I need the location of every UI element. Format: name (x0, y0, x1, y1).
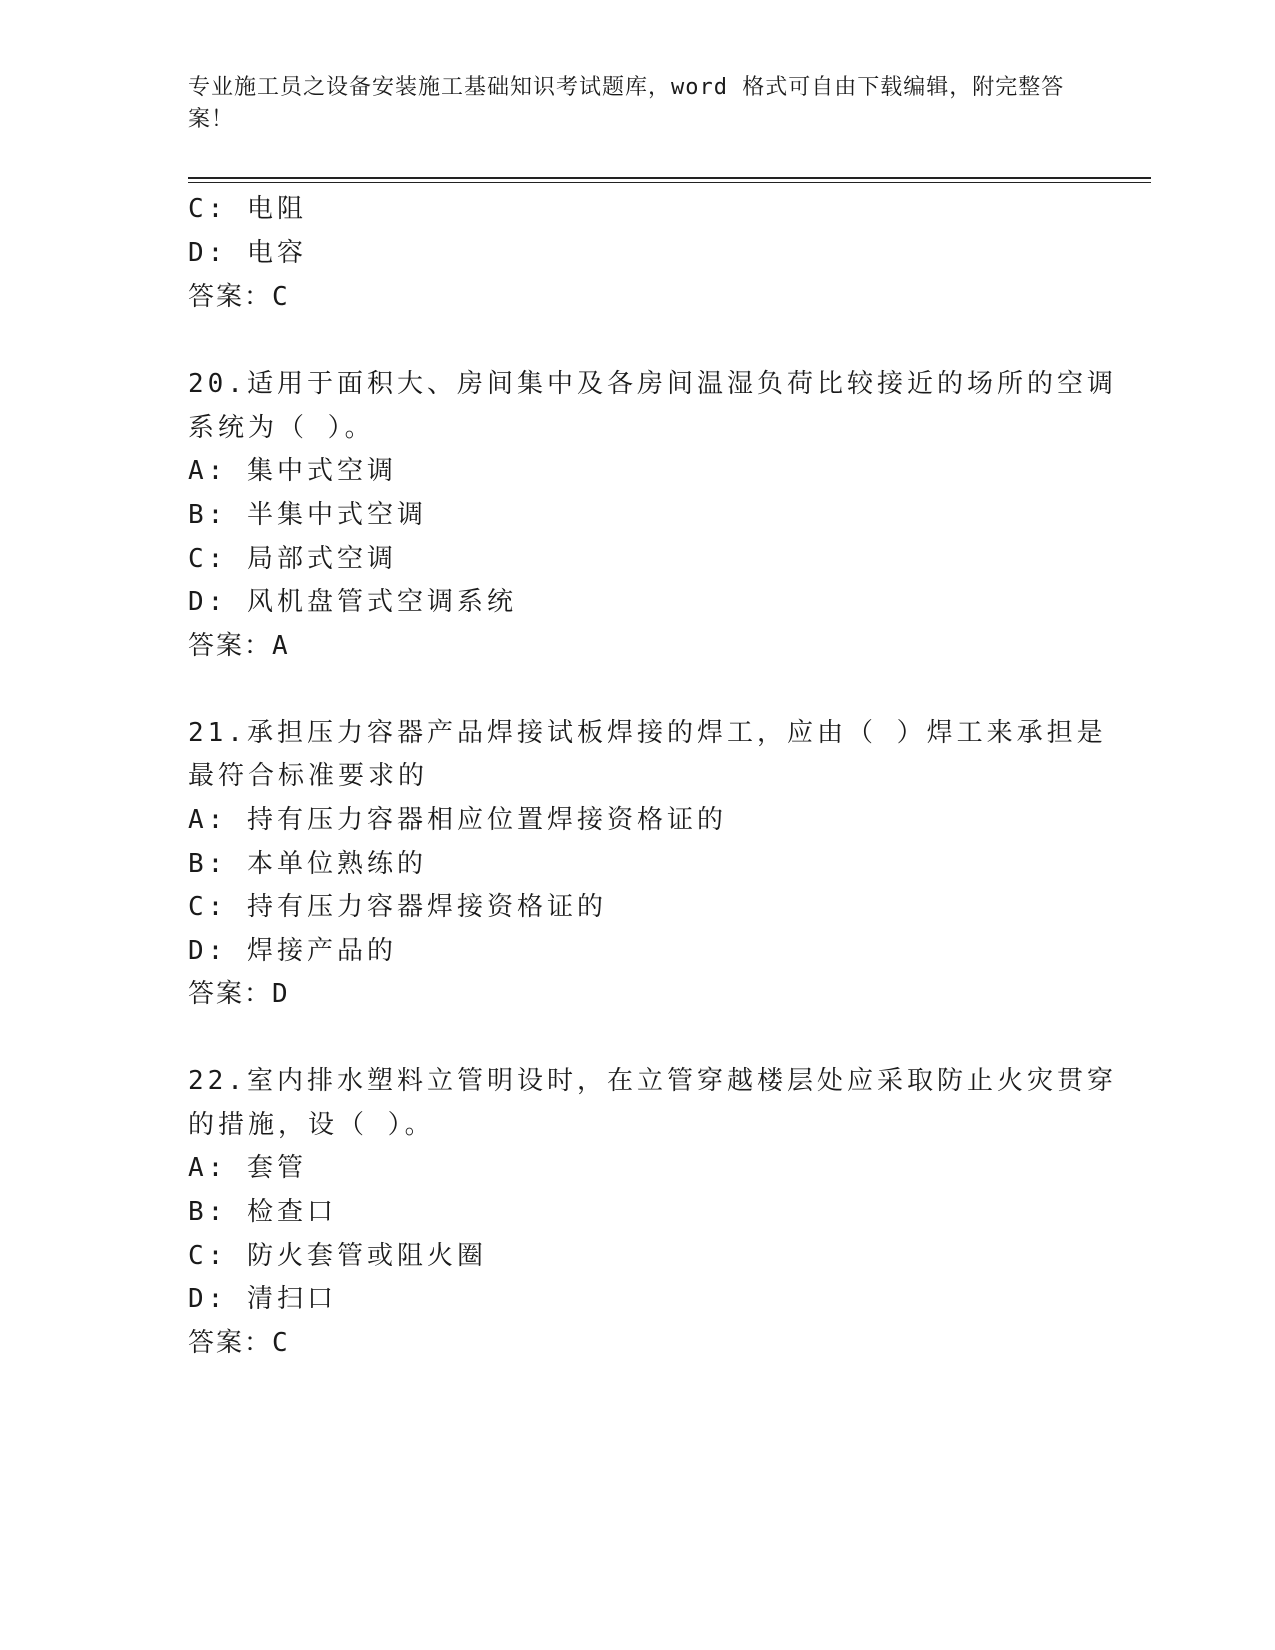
header-divider-thick (188, 177, 1151, 179)
document-header: 专业施工员之设备安装施工基础知识考试题库，word 格式可自由下载编辑，附完整答案！ (188, 75, 1065, 132)
option-d: D: 风机盘管式空调系统 (188, 587, 517, 617)
question-stem: 系统为（ ）。 (188, 413, 375, 443)
option-b: B: 半集中式空调 (188, 500, 427, 530)
header-divider-thin (188, 182, 1151, 183)
option-c: C: 防火套管或阻火圈 (188, 1241, 487, 1271)
option-c: C: 电阻 (188, 194, 307, 224)
answer-line: 答案：C (188, 1328, 290, 1358)
answer-line: 答案：D (188, 979, 290, 1009)
option-b: B: 检查口 (188, 1197, 337, 1227)
question-stem: 的措施，设（ ）。 (188, 1110, 435, 1140)
question-stem: 最符合标准要求的 (188, 761, 429, 791)
option-a: A: 套管 (188, 1153, 307, 1183)
option-d: D: 电容 (188, 238, 307, 268)
answer-line: 答案：A (188, 631, 290, 661)
option-d: D: 焊接产品的 (188, 936, 397, 966)
option-d: D: 清扫口 (188, 1284, 337, 1314)
question-stem: 20.适用于面积大、房间集中及各房间温湿负荷比较接近的场所的空调 (188, 369, 1117, 399)
option-a: A: 集中式空调 (188, 456, 397, 486)
option-c: C: 持有压力容器焊接资格证的 (188, 892, 607, 922)
question-stem: 21.承担压力容器产品焊接试板焊接的焊工，应由（ ）焊工来承担是 (188, 718, 1107, 748)
option-a: A: 持有压力容器相应位置焊接资格证的 (188, 805, 727, 835)
question-stem: 22.室内排水塑料立管明设时，在立管穿越楼层处应采取防止火灾贯穿 (188, 1066, 1117, 1096)
answer-line: 答案：C (188, 282, 290, 312)
option-c: C: 局部式空调 (188, 544, 397, 574)
option-b: B: 本单位熟练的 (188, 849, 427, 879)
